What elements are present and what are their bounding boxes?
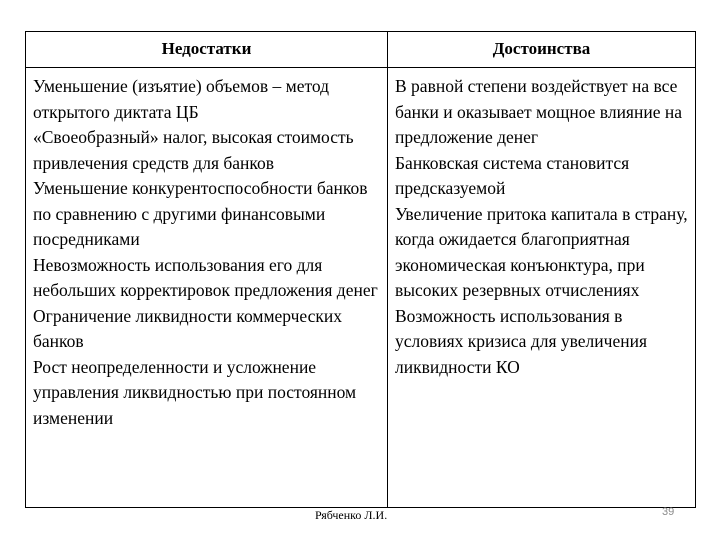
table-row (26, 68, 696, 508)
disadvantage-item: Ограничение ликвидности коммерческих банков (33, 305, 342, 351)
table-header-row (26, 32, 696, 68)
header-advantages: Достоинства (388, 32, 696, 68)
footer-author: Рябченко Л.И. (315, 508, 388, 522)
disadvantage-item: Невозможность использования его для небольших корректировок предложения денег (33, 254, 378, 300)
disadvantage-item: Уменьшение (изъятие) объемов – метод открытого диктата ЦБ (33, 76, 330, 122)
comparison-table (25, 31, 696, 508)
advantage-item: В равной степени воздействует на все банки и оказывает мощное влияние на предложение денег (395, 76, 682, 147)
advantage-item: Возможность использования в условиях кризиса для увеличения ликвидности КО (395, 305, 648, 377)
advantages-cell (388, 68, 696, 508)
advantage-item: Банковская система становится предсказуемой (395, 152, 630, 198)
disadvantage-item: Рост неопределенности и усложнение управления ликвидностью при постоянном изменении (33, 356, 357, 428)
page-number: 39 (662, 506, 675, 518)
disadvantages-cell (26, 68, 388, 508)
advantage-item: Увеличение притока капитала в страну, когда ожидается благоприятная экономическая конъюнктура, при высоких резервных отчислениях (395, 203, 688, 300)
header-disadvantages: Недостатки (26, 32, 388, 68)
disadvantage-item: «Своеобразный» налог, высокая стоимость привлечения средств для банков (33, 127, 354, 173)
disadvantage-item: Уменьшение конкурентоспособности банков по сравнению с другими финансовыми посредниками (33, 178, 368, 249)
